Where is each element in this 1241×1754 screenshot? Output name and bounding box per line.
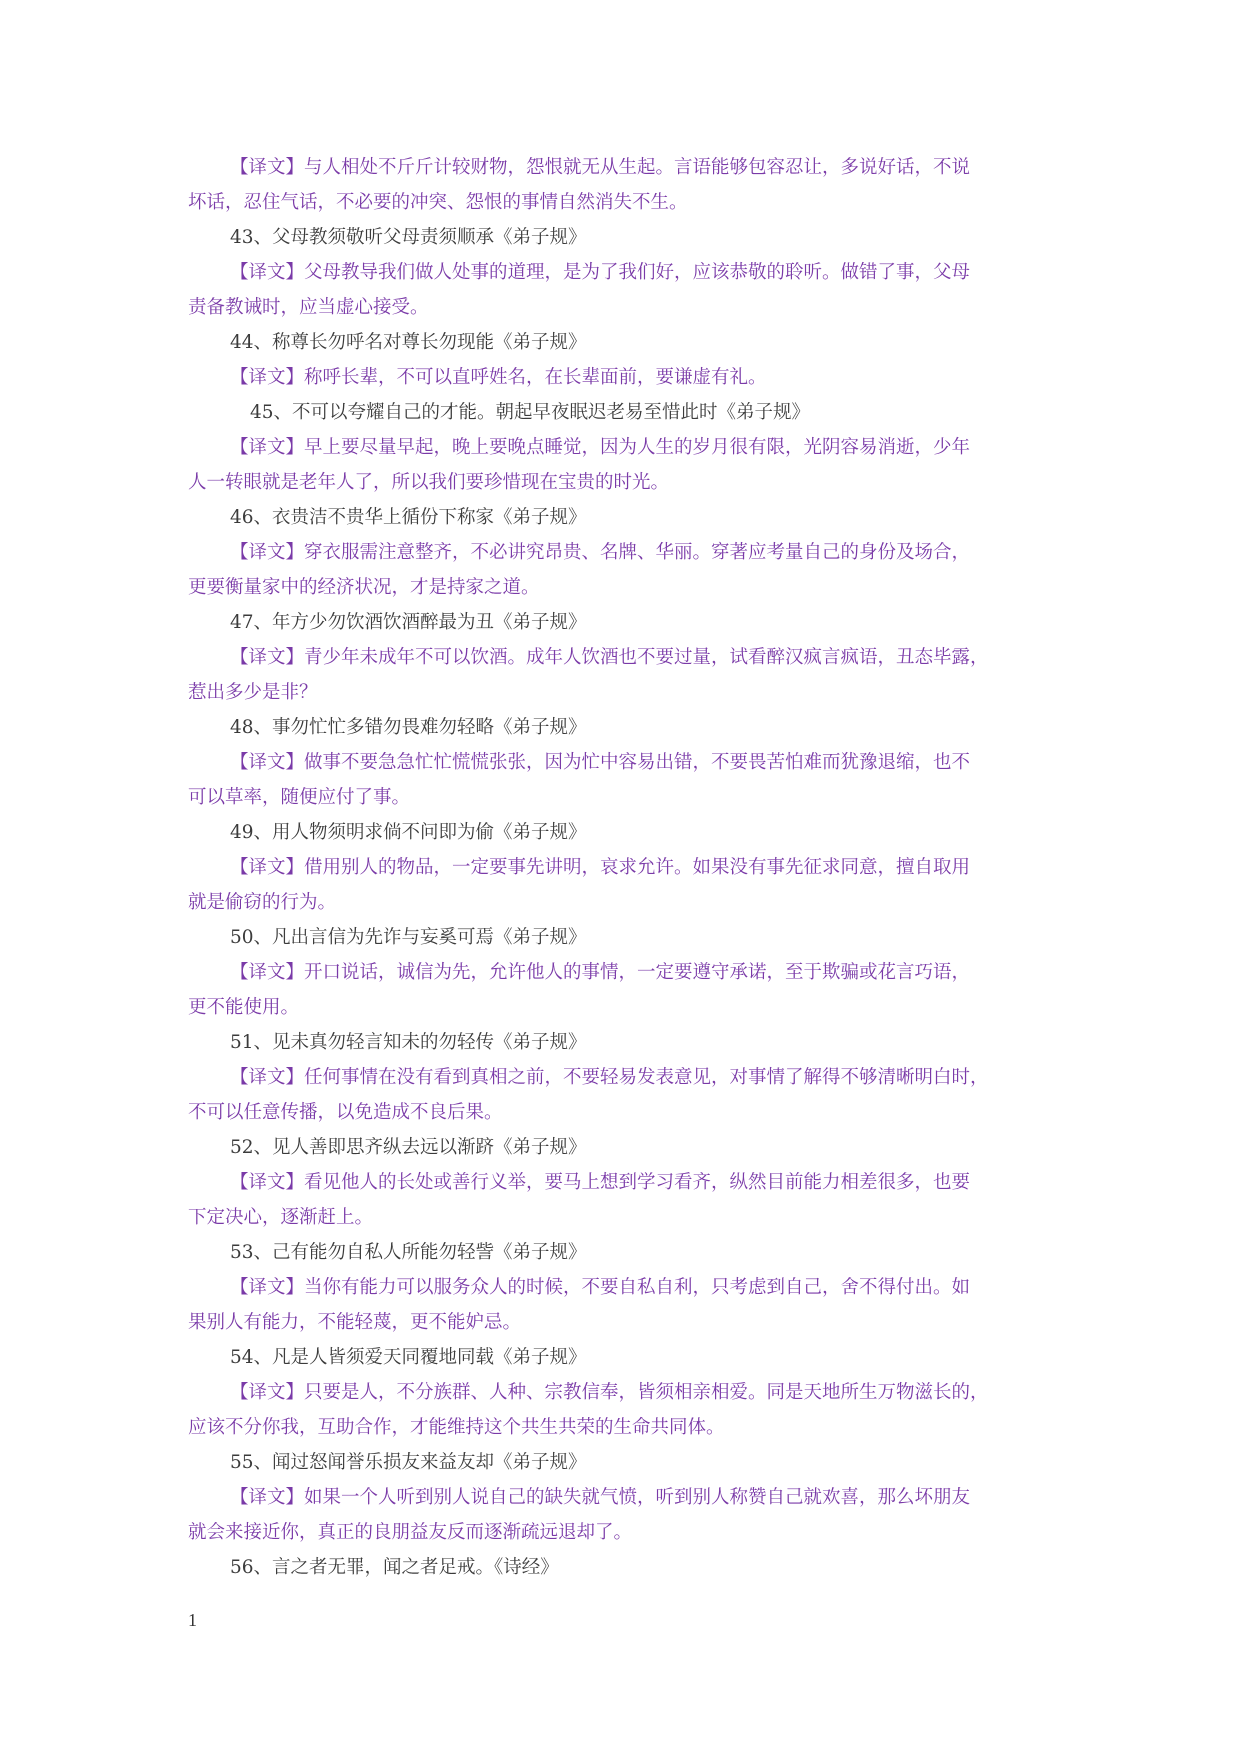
verse-title: 52、见人善即思齐纵去远以渐跻《弟子规》 xyxy=(230,1137,587,1158)
translation-line: 【译文】青少年未成年不可以饮酒。成年人饮酒也不要过量，试看醉汉疯言疯语，丑态毕露， xyxy=(230,647,989,668)
verse-title: 47、年方少勿饮酒饮酒醉最为丑《弟子规》 xyxy=(230,612,587,633)
translation-line: 坏话，忍住气话，不必要的冲突、怨恨的事情自然消失不生。 xyxy=(188,192,688,213)
verse-title: 53、己有能勿自私人所能勿轻訾《弟子规》 xyxy=(230,1242,587,1263)
translation-line: 【译文】如果一个人听到别人说自己的缺失就气愤，听到别人称赞自己就欢喜，那么坏朋友 xyxy=(230,1487,971,1508)
verse-title: 43、父母教须敬听父母责须顺承《弟子规》 xyxy=(230,227,587,248)
translation-line: 【译文】与人相处不斤斤计较财物，怨恨就无从生起。言语能够包容忍让，多说好话，不说 xyxy=(230,157,971,178)
translation-line: 【译文】称呼长辈，不可以直呼姓名，在长辈面前，要谦虚有礼。 xyxy=(230,367,767,388)
translation-line: 【译文】看见他人的长处或善行义举，要马上想到学习看齐，纵然目前能力相差很多，也要 xyxy=(230,1172,971,1193)
translation-line: 【译文】做事不要急急忙忙慌慌张张，因为忙中容易出错，不要畏苦怕难而犹豫退缩，也不 xyxy=(230,752,971,773)
translation-line: 【译文】当你有能力可以服务众人的时候，不要自私自利，只考虑到自己，舍不得付出。如 xyxy=(230,1277,971,1298)
translation-line: 人一转眼就是老年人了，所以我们要珍惜现在宝贵的时光。 xyxy=(188,472,670,493)
page-number: 1 xyxy=(188,1610,197,1630)
translation-line: 【译文】穿衣服需注意整齐，不必讲究昂贵、名牌、华丽。穿著应考量自己的身份及场合， xyxy=(230,542,971,563)
verse-title: 51、见未真勿轻言知未的勿轻传《弟子规》 xyxy=(230,1032,587,1053)
translation-line: 【译文】早上要尽量早起，晚上要晚点睡觉，因为人生的岁月很有限，光阴容易消逝，少年 xyxy=(230,437,971,458)
translation-line: 应该不分你我，互助合作，才能维持这个共生共荣的生命共同体。 xyxy=(188,1417,725,1438)
translation-line: 【译文】父母教导我们做人处事的道理，是为了我们好，应该恭敬的聆听。做错了事，父母 xyxy=(230,262,971,283)
verse-title: 44、称尊长勿呼名对尊长勿现能《弟子规》 xyxy=(230,332,587,353)
verse-title: 56、言之者无罪，闻之者足戒。《诗经》 xyxy=(230,1557,559,1578)
translation-line: 就会来接近你，真正的良朋益友反而逐渐疏远退却了。 xyxy=(188,1522,633,1543)
translation-line: 不可以任意传播，以免造成不良后果。 xyxy=(188,1102,503,1123)
translation-line: 更要衡量家中的经济状况，才是持家之道。 xyxy=(188,577,540,598)
document-body xyxy=(188,150,1058,1585)
verse-title: 48、事勿忙忙多错勿畏难勿轻略《弟子规》 xyxy=(230,717,587,738)
translation-line: 【译文】任何事情在没有看到真相之前，不要轻易发表意见，对事情了解得不够清晰明白时， xyxy=(230,1067,989,1088)
translation-line: 果别人有能力，不能轻蔑，更不能妒忌。 xyxy=(188,1312,522,1333)
translation-line: 就是偷窃的行为。 xyxy=(188,892,337,913)
verse-title: 49、用人物须明求倘不问即为偷《弟子规》 xyxy=(230,822,587,843)
verse-title: 50、凡出言信为先诈与妄奚可焉《弟子规》 xyxy=(230,927,587,948)
verse-title: 55、闻过怒闻誉乐损友来益友却《弟子规》 xyxy=(230,1452,587,1473)
verse-title: 46、衣贵洁不贵华上循份下称家《弟子规》 xyxy=(230,507,587,528)
verse-title: 45、不可以夸耀自己的才能。朝起早夜眠迟老易至惜此时《弟子规》 xyxy=(250,402,811,423)
translation-line: 【译文】借用别人的物品，一定要事先讲明，哀求允许。如果没有事先征求同意，擅自取用 xyxy=(230,857,971,878)
translation-line: 【译文】只要是人，不分族群、人种、宗教信奉，皆须相亲相爱。同是天地所生万物滋长的， xyxy=(230,1382,989,1403)
translation-line: 【译文】开口说话，诚信为先，允许他人的事情，一定要遵守承诺，至于欺骗或花言巧语， xyxy=(230,962,971,983)
translation-line: 责备教诫时，应当虚心接受。 xyxy=(188,297,429,318)
translation-line: 可以草率，随便应付了事。 xyxy=(188,787,411,808)
translation-line: 惹出多少是非？ xyxy=(188,682,318,703)
verse-title: 54、凡是人皆须爱天同覆地同载《弟子规》 xyxy=(230,1347,587,1368)
translation-line: 更不能使用。 xyxy=(188,997,300,1018)
translation-line: 下定决心，逐渐赶上。 xyxy=(188,1207,374,1228)
